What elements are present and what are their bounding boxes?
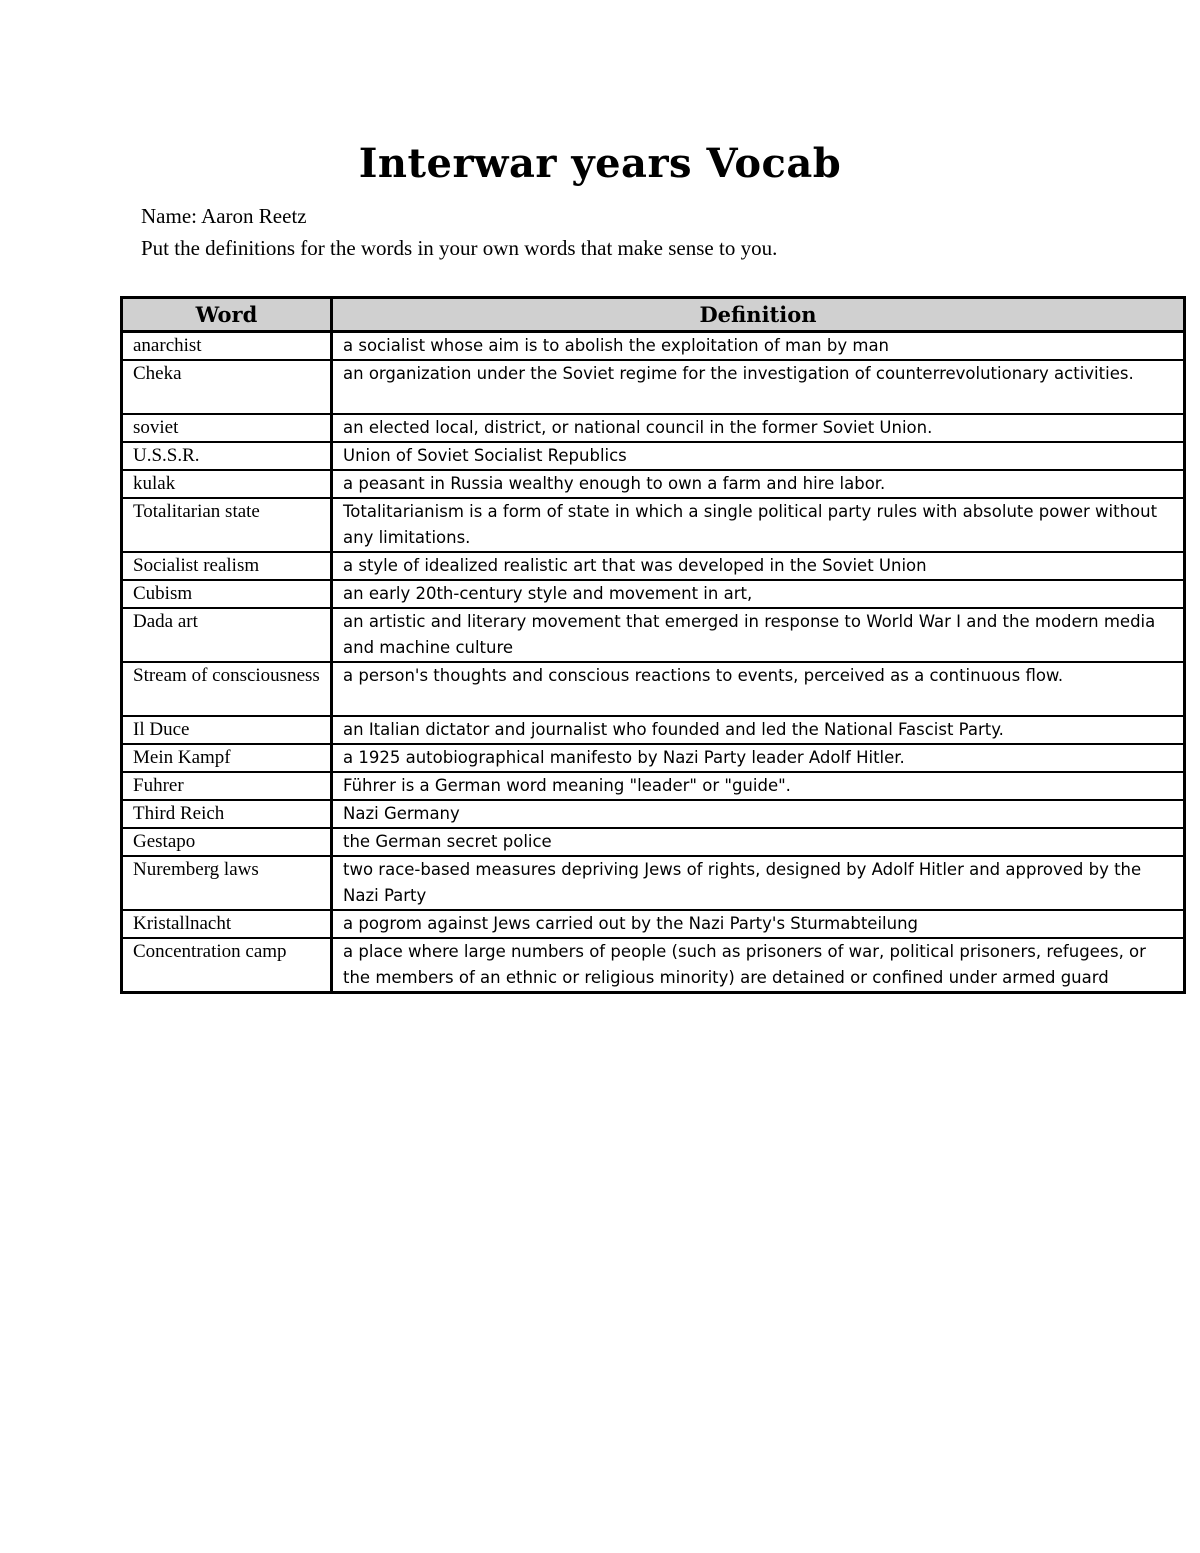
table-row <box>122 938 1185 993</box>
vocab-definition[interactable]: Union of Soviet Socialist Republics <box>332 442 1185 470</box>
vocab-word: Kristallnacht <box>122 910 332 938</box>
table-row <box>122 414 1185 442</box>
table-row <box>122 360 1185 414</box>
vocab-word: Gestapo <box>122 828 332 856</box>
vocab-definition[interactable]: a 1925 autobiographical manifesto by Nazi Party leader Adolf Hitler. <box>332 744 1185 772</box>
vocab-word: Fuhrer <box>122 772 332 800</box>
vocab-definition[interactable]: two race-based measures depriving Jews of rights, designed by Adolf Hitler and approved by the Nazi Party <box>332 856 1185 910</box>
vocab-definition[interactable]: an artistic and literary movement that emerged in response to World War I and the modern media and machine culture <box>332 608 1185 662</box>
vocab-definition[interactable]: an early 20th-century style and movement in art, <box>332 580 1185 608</box>
vocab-table <box>120 296 1186 994</box>
page-title: Interwar years Vocab <box>358 140 842 187</box>
vocab-word: Dada art <box>122 608 332 662</box>
table-row <box>122 442 1185 470</box>
vocab-word: Il Duce <box>122 716 332 744</box>
vocab-word: soviet <box>122 414 332 442</box>
table-row <box>122 800 1185 828</box>
vocab-word: Cheka <box>122 360 332 414</box>
table-row <box>122 332 1185 361</box>
vocab-word: kulak <box>122 470 332 498</box>
student-name-line: Name: Aaron Reetz <box>141 204 307 228</box>
vocab-definition[interactable]: Nazi Germany <box>332 800 1185 828</box>
vocab-definition[interactable]: a pogrom against Jews carried out by the Nazi Party's Sturmabteilung <box>332 910 1185 938</box>
vocab-definition[interactable]: Totalitarianism is a form of state in which a single political party rules with absolute power without any limitations. <box>332 498 1185 552</box>
vocab-definition[interactable]: a person's thoughts and conscious reactions to events, perceived as a continuous flow. <box>332 662 1185 716</box>
vocab-definition[interactable]: Führer is a German word meaning "leader" or "guide". <box>332 772 1185 800</box>
table-row <box>122 910 1185 938</box>
vocab-word: Mein Kampf <box>122 744 332 772</box>
table-row <box>122 580 1185 608</box>
column-header-word: Word <box>122 298 332 332</box>
vocab-word: Cubism <box>122 580 332 608</box>
vocab-definition[interactable]: a peasant in Russia wealthy enough to own a farm and hire labor. <box>332 470 1185 498</box>
vocab-word: Concentration camp <box>122 938 332 993</box>
table-row <box>122 856 1185 910</box>
vocab-word: Third Reich <box>122 800 332 828</box>
table-row <box>122 662 1185 716</box>
vocab-word: Socialist realism <box>122 552 332 580</box>
vocab-word: anarchist <box>122 332 332 361</box>
vocab-definition[interactable]: an Italian dictator and journalist who founded and led the National Fascist Party. <box>332 716 1185 744</box>
table-row <box>122 772 1185 800</box>
vocab-word: Stream of consciousness <box>122 662 332 716</box>
table-row <box>122 552 1185 580</box>
table-row <box>122 470 1185 498</box>
vocab-word: U.S.S.R. <box>122 442 332 470</box>
table-header-row <box>122 298 1185 332</box>
vocab-definition[interactable]: a style of idealized realistic art that was developed in the Soviet Union <box>332 552 1185 580</box>
vocab-word: Nuremberg laws <box>122 856 332 910</box>
table-row <box>122 828 1185 856</box>
vocab-definition[interactable]: the German secret police <box>332 828 1185 856</box>
table-row <box>122 716 1185 744</box>
table-row <box>122 608 1185 662</box>
vocab-definition[interactable]: a socialist whose aim is to abolish the exploitation of man by man <box>332 332 1185 361</box>
vocab-definition[interactable]: an organization under the Soviet regime for the investigation of counterrevolutionary activities. <box>332 360 1185 414</box>
instructions-text: Put the definitions for the words in your own words that make sense to you. <box>141 236 778 260</box>
table-row <box>122 744 1185 772</box>
column-header-definition: Definition <box>332 298 1185 332</box>
vocab-definition[interactable]: a place where large numbers of people (such as prisoners of war, political prisoners, refugees, or the members of an ethnic or religious minority) are detained or confined under armed guard <box>332 938 1185 993</box>
vocab-definition[interactable]: an elected local, district, or national council in the former Soviet Union. <box>332 414 1185 442</box>
vocab-word: Totalitarian state <box>122 498 332 552</box>
table-row <box>122 498 1185 552</box>
